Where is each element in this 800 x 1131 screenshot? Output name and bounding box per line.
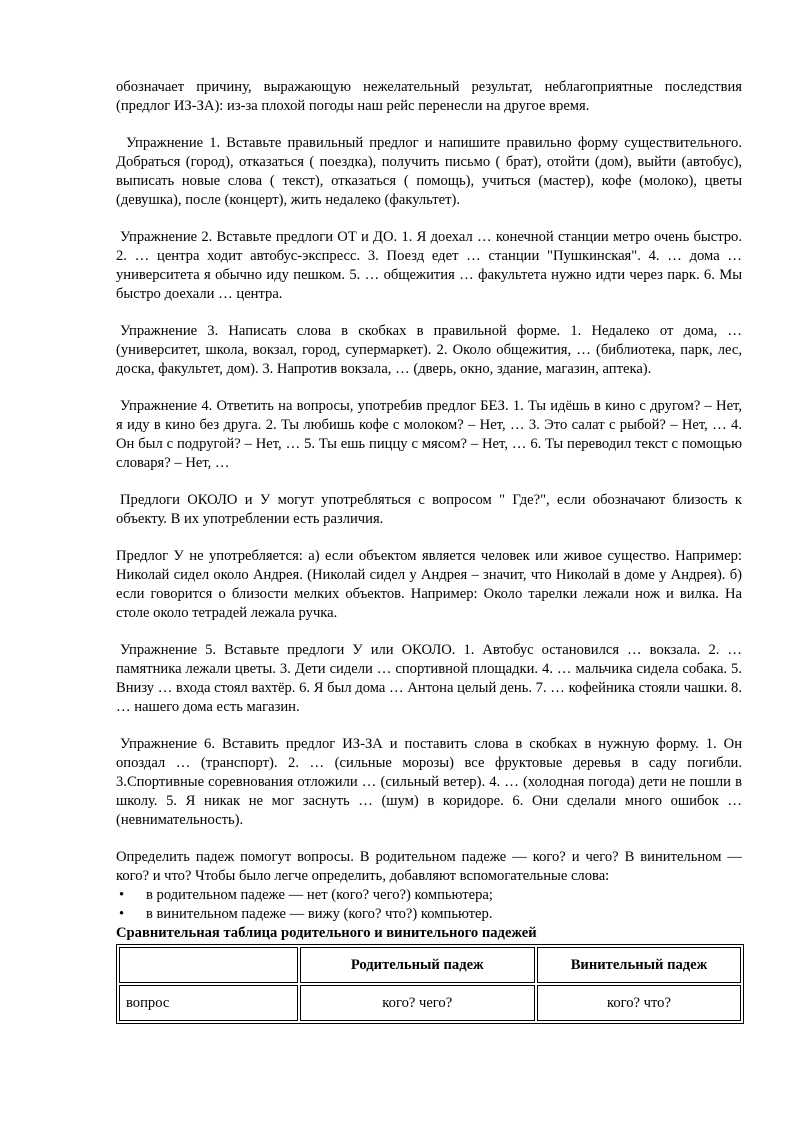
list-item [116,886,742,905]
paragraph-u-usage: Предлог У не употребляется: а) если объектом является человек или живое существо. Например: Николай сидел около Андрея. (Николай сидел у Андрея – значит, что Николай в доме у Андрея). б) если говорится о близости мелких объектов. Например: Около тарелки лежали нож и вилка. На столе около тетрадей лежала ручка. [116,548,742,621]
bullet-icon: • [119,887,125,903]
document-body [116,78,742,1024]
genitive-question-cell: кого? чего? [300,985,535,1021]
exercise-4: Упражнение 4. Ответить на вопросы, употребив предлог БЕЗ. 1. Ты идёшь в кино с другом? – Нет, я иду в кино без друга. 2. Ты любишь кофе с молоком? – Нет, … 3. Это салат с рыбой? – Нет, … 4. Он был с подругой? – Нет, … 5. Ты ешь пиццу с мясом? – Нет, … 6. Ты переводил текст с помощью словаря? – Нет, … [116,398,742,471]
header-cell-accusative: Винительный падеж [537,947,741,983]
table-title: Сравнительная таблица родительного и винительного падежей [116,925,537,941]
exercise-5: Упражнение 5. Вставьте предлоги У или ОКОЛО. 1. Автобус остановился … вокзала. 2. … памятника лежали цветы. 3. Дети сидели … спортивной площадки. 4. … мальчика сидела собака. 5. Внизу … входа стоял вахтёр. 6. Я был дома … Антона целый день. 7. … кофейника стояли чашки. 8. … нашего дома есть магазин. [116,642,742,715]
comparison-table [116,944,744,1024]
paragraph-okolo-u: Предлоги ОКОЛО и У могут употребляться с вопросом " Где?", если обозначают близость к объекту. В их употреблении есть различия. [116,492,742,527]
list-item-text: в родительном падеже — нет (кого? чего?) компьютера; [146,887,493,903]
row-label-cell: вопрос [119,985,298,1021]
list-item [116,905,742,924]
list-item-text: в винительном падеже — вижу (кого? что?) компьютер. [146,906,493,922]
bullet-icon: • [119,906,125,922]
header-cell-genitive: Родительный падеж [300,947,535,983]
exercise-6: Упражнение 6. Вставить предлог ИЗ-ЗА и поставить слова в скобках в нужную форму. 1. Он опоздал … (транспорт). 2. … (сильные морозы) все фруктовые деревья в саду погибли. 3.Спортивные соревнования отложили … (сильный ветер). 4. … (холодная погода) дети не пошли в школу. 5. Я никак не мог заснуть … (шум) в коридоре. 6. Они сделали много ошибок … (невнимательность). [116,736,742,828]
exercise-2: Упражнение 2. Вставьте предлоги ОТ и ДО. 1. Я доехал … конечной станции метро очень быстро. 2. … центра ходит автобус-экспресс. 3. Поезд едет … станции "Пушкинская". 4. … дома … университета я обычно иду пешком. 5. … общежития … факультета нужно идти через парк. 6. Мы быстро доехали … центра. [116,229,742,302]
accusative-question-cell: кого? что? [537,985,741,1021]
bullet-list [116,886,742,924]
exercise-1: Упражнение 1. Вставьте правильный предлог и напишите правильно форму существительного. Добраться (город), отказаться ( поездка), получить письмо ( брат), отойти (дом), выйти (автобус), выписать новые слова ( текст), отказаться ( помощь), учиться (мастер), кофе (молоко), цветы (девушка), после (концерт), жить недалеко (факультет). [116,135,742,208]
table-row [119,985,741,1021]
table-header-row [119,947,741,983]
header-cell-empty [119,947,298,983]
exercise-3: Упражнение 3. Написать слова в скобках в правильной форме. 1. Недалеко от дома, … (университет, школа, вокзал, город, супермаркет). 2. Около общежития, … (библиотека, парк, лес, доска, факультет, дом). 3. Напротив вокзала, … (дверь, окно, здание, магазин, аптека). [116,323,742,377]
paragraph-intro: обозначает причину, выражающую нежелательный результат, неблагоприятные последствия (предлог ИЗ-ЗА): из-за плохой погоды наш рейс перенесли на другое время. [116,79,742,114]
paragraph-case-questions: Определить падеж помогут вопросы. В родительном падеже — кого? и чего? В винительном — кого? и что? Чтобы было легче определить, добавляют вспомогательные слова: [116,849,742,884]
